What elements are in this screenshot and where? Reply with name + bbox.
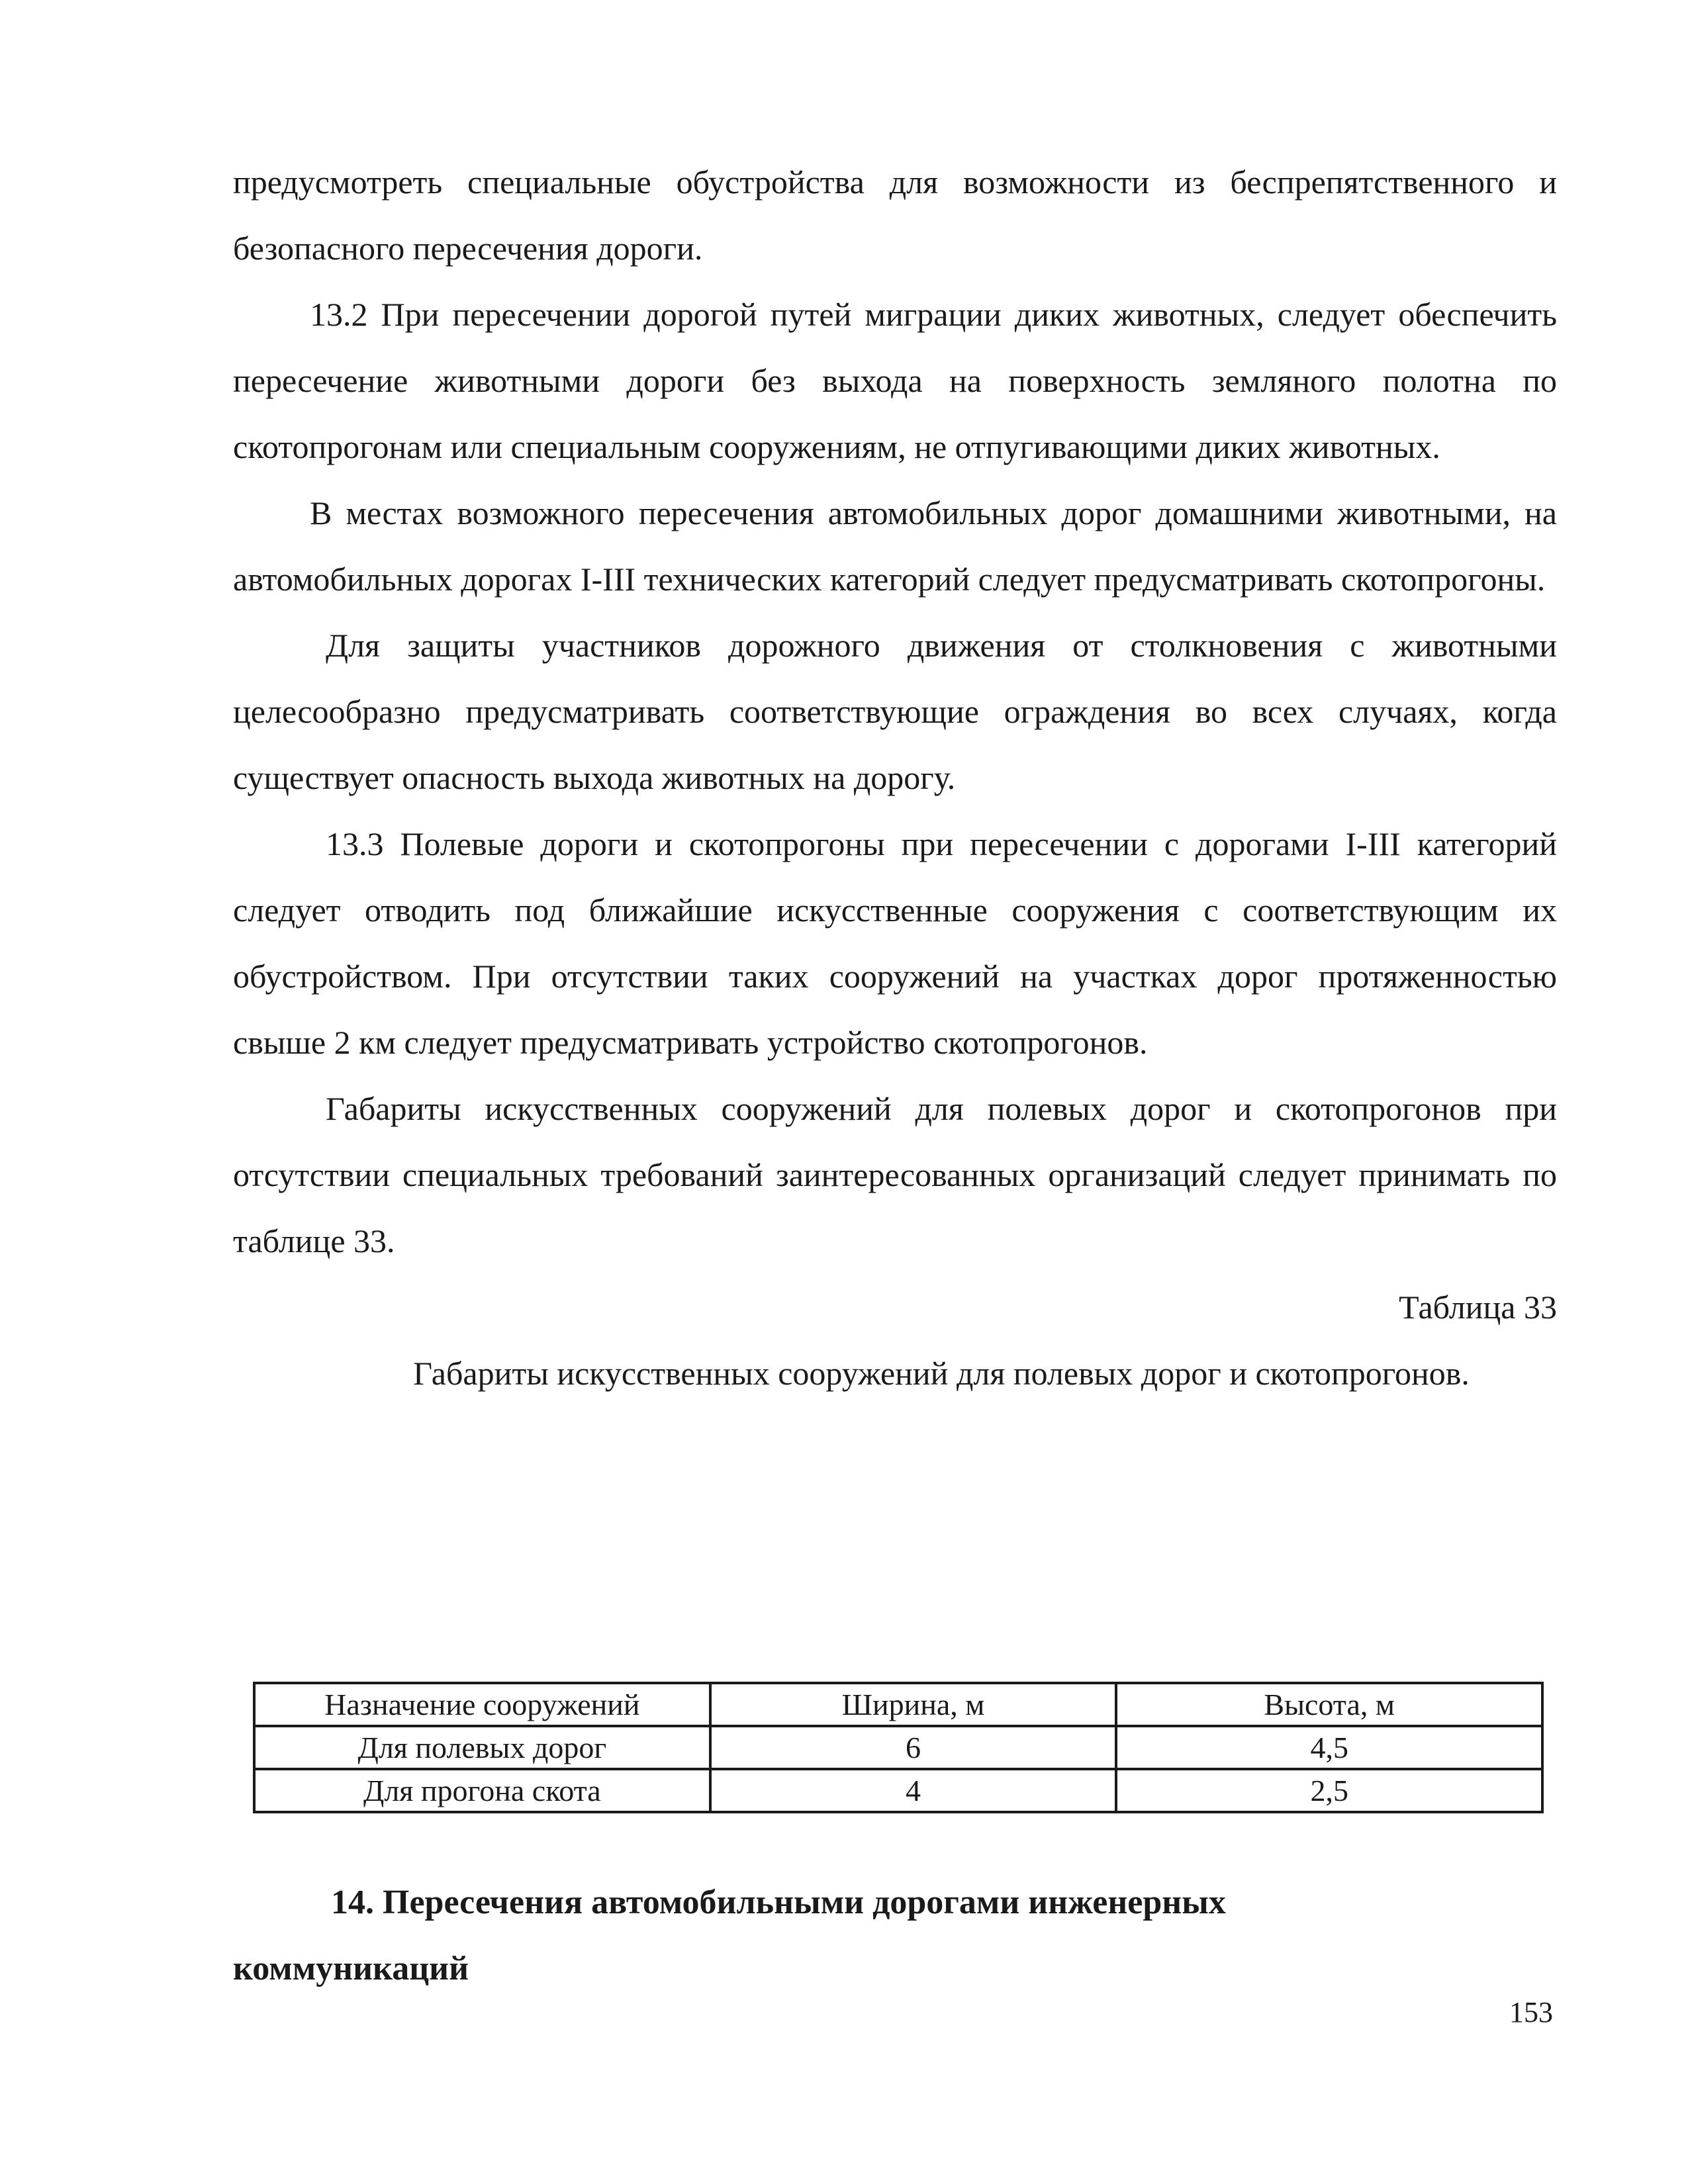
dimensions-table <box>253 1682 1544 1813</box>
table-cell: 4,5 <box>1116 1726 1542 1769</box>
table-title: Габариты искусственных сооружений для полевых дорог и скотопрогонов. <box>413 1355 1470 1392</box>
section-heading-line1: 14. Пересечения автомобильными дорогами инженерных <box>331 1884 1226 1921</box>
paragraph-13-3: 13.3 Полевые дороги и скотопрогоны при пересечении с дорогами I-III категорий следует отводить под ближайшие искусственные сооружения с соответствующим их обустройством. При отсутствии таких сооружений на участках дорог протяженностью свыше 2 км следует предусматривать устройство скотопрогонов. <box>233 825 1557 1061</box>
table-row <box>254 1769 1542 1812</box>
paragraph-13-2: 13.2 При пересечении дорогой путей миграции диких животных, следует обеспечить пересечение животными дороги без выхода на поверхность земляного полотна по скотопрогонам или специальным сооружениям, не отпугивающими диких животных. <box>233 296 1557 465</box>
table-cell: 2,5 <box>1116 1769 1542 1812</box>
page-number: 153 <box>1509 1996 1553 2028</box>
paragraph-dimensions: Габариты искусственных сооружений для полевых дорог и скотопрогонов при отсутствии специальных требований заинтересованных организаций следует принимать по таблице 33. <box>233 1090 1557 1259</box>
table-header-cell: Назначение сооружений <box>254 1683 710 1726</box>
table-label: Таблица 33 <box>1399 1289 1557 1326</box>
table-cell: Для прогона скота <box>254 1769 710 1812</box>
table-cell: Для полевых дорог <box>254 1726 710 1769</box>
table-header-cell: Ширина, м <box>710 1683 1117 1726</box>
table-row <box>254 1726 1542 1769</box>
section-heading-line2: коммуникаций <box>233 1950 469 1987</box>
table-header-row <box>254 1683 1542 1726</box>
section-heading <box>233 1870 1557 2002</box>
table-cell: 4 <box>710 1769 1117 1812</box>
paragraph-continuation: предусмотреть специальные обустройства для возможности из беспрепятственного и безопасного пересечения дороги. <box>233 163 1557 267</box>
page-body <box>233 149 1557 1406</box>
table-cell: 6 <box>710 1726 1117 1769</box>
paragraph-domestic-animals: В местах возможного пересечения автомобильных дорог домашними животными, на автомобильных дорогах I-III технических категорий следует предусматривать скотопрогоны. <box>233 494 1557 598</box>
table-header-cell: Высота, м <box>1116 1683 1542 1726</box>
paragraph-protection: Для защиты участников дорожного движения от столкновения с животными целесообразно предусматривать соответствующие ограждения во всех случаях, когда существует опасность выхода животных на дорогу. <box>233 627 1557 796</box>
